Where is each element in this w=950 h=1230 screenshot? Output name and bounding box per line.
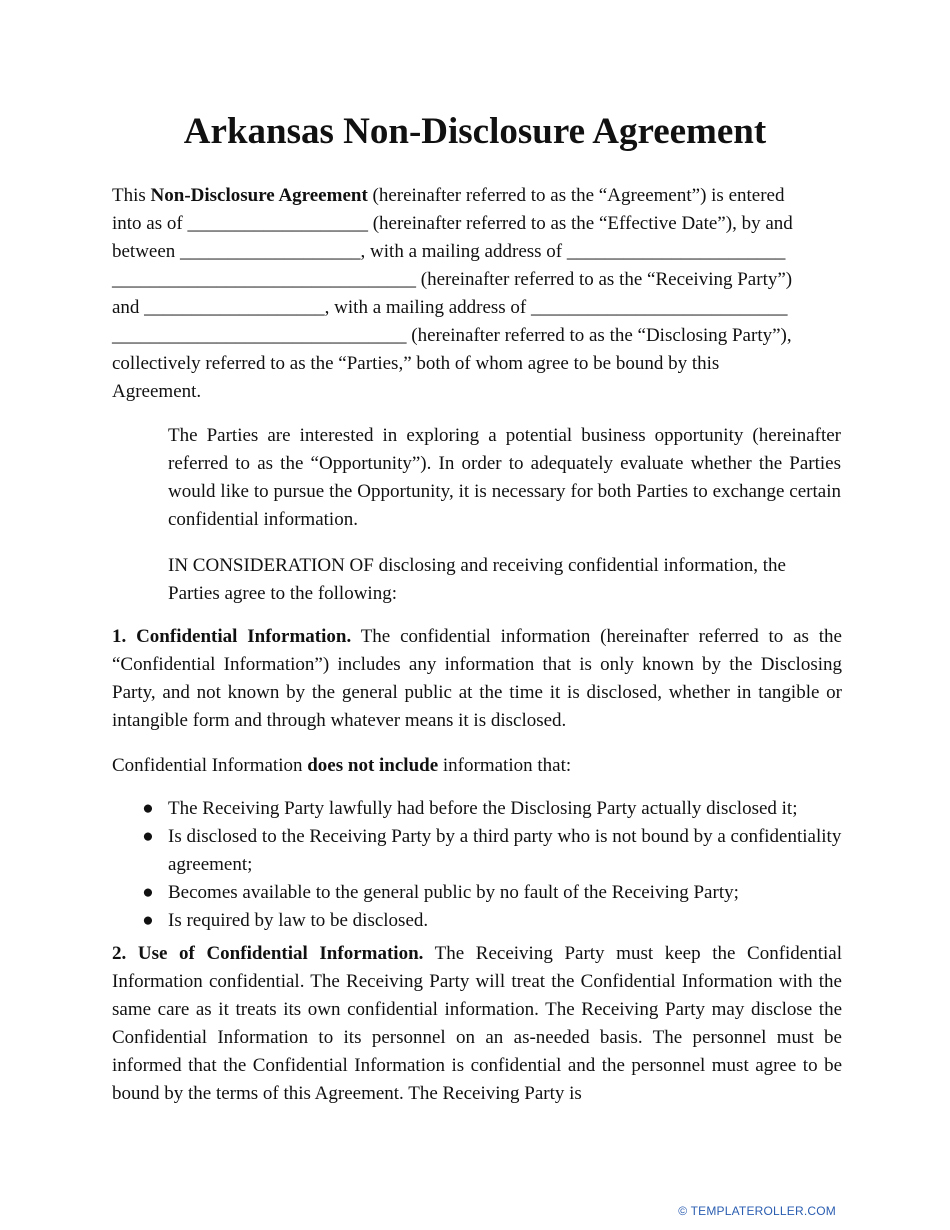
bullet-icon: ● bbox=[142, 826, 154, 847]
footer-credit[interactable] bbox=[678, 1203, 836, 1219]
intro-line-4: ________________________________ (hereinafter referred to as the “Receiving Party”) bbox=[112, 269, 793, 290]
document-title: Arkansas Non-Disclosure Agreement bbox=[183, 111, 767, 152]
intro-line-2: into as of ___________________ (hereinafter referred to as the “Effective Date”), by and bbox=[112, 213, 793, 234]
list-item: ● Becomes available to the general public by no fault of the Receiving Party; bbox=[112, 879, 842, 907]
intro-line-8: Agreement. bbox=[112, 381, 202, 402]
bullet-icon: ● bbox=[142, 798, 154, 819]
section-1-text: The confidential information (hereinafter referred to as the “Confidential Information”) includes any information that is only known by the Disclosing Party, and not known by the general public at the time it is disclosed, whether in tangible or intangible form and through whatever means it is disclosed. bbox=[112, 626, 842, 731]
bullet-icon: ● bbox=[142, 910, 154, 931]
section-1-paragraph bbox=[112, 623, 842, 735]
exclusions-intro: Confidential Information does not include information that: bbox=[112, 755, 572, 776]
footer-link[interactable]: TEMPLATEROLLER.COM bbox=[690, 1204, 836, 1218]
section-2-text: The Receiving Party must keep the Confidential Information confidential. The Receiving Party will treat the Confidential Information with the same care as it treats its own confidential information. The Receiving Party may disclose the Confidential Information to its personnel on an as-needed basis. The personnel must be informed that the Confidential Information is confidential and the personnel must agree to be bound by the terms of this Agreement. The Receiving Party is bbox=[112, 943, 842, 1104]
list-item: ● Is disclosed to the Receiving Party by a third party who is not bound by a confidentiality agreement; bbox=[112, 823, 842, 879]
section-2-paragraph bbox=[112, 940, 842, 1108]
list-item: ● Is required by law to be disclosed. bbox=[112, 907, 842, 935]
copyright-icon: © bbox=[678, 1204, 688, 1218]
agreement-name: Non-Disclosure Agreement bbox=[150, 185, 368, 206]
intro-line-5: and ___________________, with a mailing address of ___________________________ bbox=[112, 297, 788, 318]
exclusions-list bbox=[112, 795, 842, 935]
section-1-heading: 1. Confidential Information. bbox=[112, 626, 352, 647]
opportunity-paragraph: The Parties are interested in exploring a potential business opportunity (hereinafter referred to as the “Opportunity”). In order to adequately evaluate whether the Parties would like to pursue the Opportunity, it is necessary for both Parties to exchange certain confidential information. bbox=[168, 425, 841, 530]
intro-paragraph bbox=[112, 182, 842, 406]
intro-line-6: _______________________________ (hereinafter referred to as the “Disclosing Party”), bbox=[112, 325, 792, 346]
list-item: ● The Receiving Party lawfully had before the Disclosing Party actually disclosed it; bbox=[112, 795, 842, 823]
section-2-heading: 2. Use of Confidential Information. bbox=[112, 943, 424, 964]
bullet-icon: ● bbox=[142, 882, 154, 903]
exclusions-emphasis: does not include bbox=[307, 755, 439, 776]
consideration-paragraph: IN CONSIDERATION OF disclosing and receiving confidential information, the Parties agree to the following: bbox=[168, 555, 786, 604]
intro-line-1: This Non-Disclosure Agreement (hereinafter referred to as the “Agreement”) is entered bbox=[112, 185, 785, 206]
intro-line-7: collectively referred to as the “Parties,” both of whom agree to be bound by this bbox=[112, 353, 720, 374]
intro-line-3: between ___________________, with a mailing address of _______________________ bbox=[112, 241, 786, 262]
